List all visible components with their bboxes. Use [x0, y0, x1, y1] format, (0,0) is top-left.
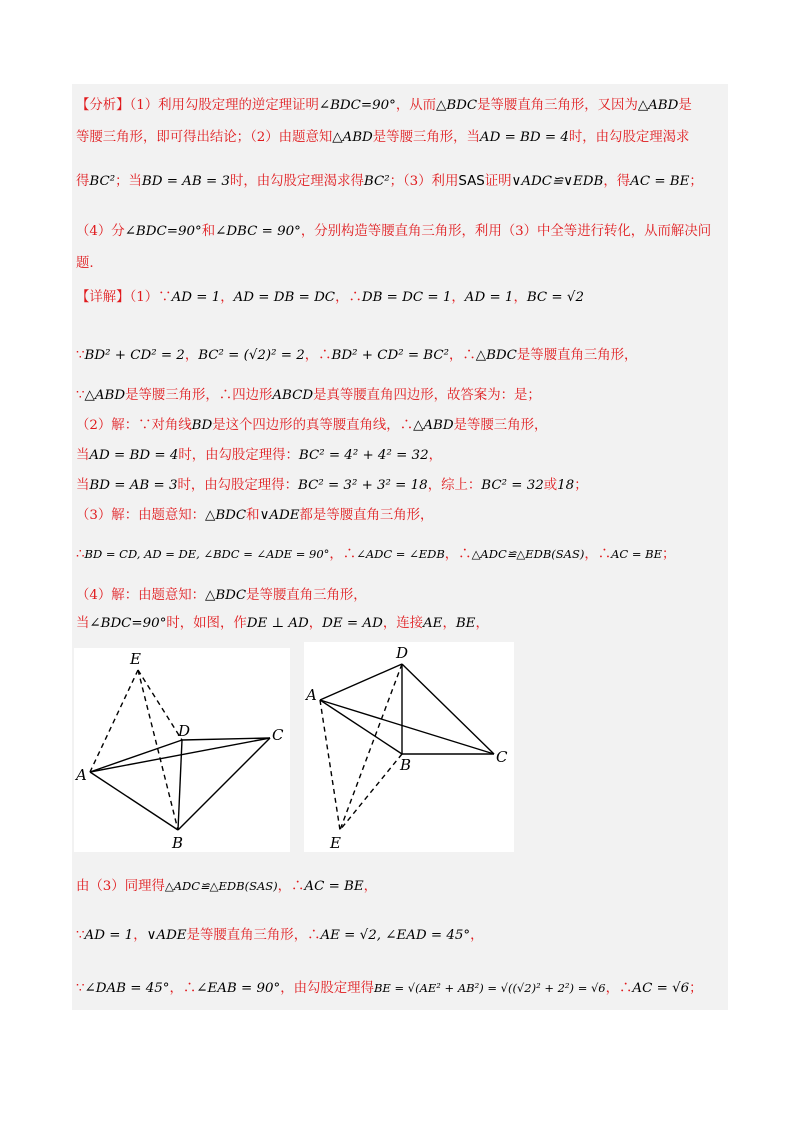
- analysis-line-5: 题.: [76, 256, 94, 271]
- detail-line-3: ∵△ABD是等腰三角形，∴四边形ABCD是真等腰直角四边形，故答案为：是；: [76, 388, 541, 403]
- analysis-line-3: 得BC²；当BD = AB = 3时，由勾股定理渴求得BC²；（3）利用SAS证明∨ADC≌∨EDB，得AC = BE；: [76, 174, 703, 189]
- fig1-segment-EB: [138, 670, 178, 830]
- fig2-segment-BE: [340, 754, 402, 830]
- analysis-line-2: 等腰三角形，即可得出结论；（2）由题意知△ABD是等腰三角形，当AD = BD = 4时，由勾股定理渴求: [76, 130, 690, 145]
- fig1-label-E: E: [130, 650, 141, 668]
- fig1-label-A: A: [76, 766, 87, 784]
- figure-2: [304, 642, 514, 852]
- fig2-segment-AD: [320, 664, 402, 700]
- detail-line-1: 【详解】（1）∵AD = 1，AD = DB = DC，∴DB = DC = 1，AD = 1，BC = √2: [76, 290, 584, 305]
- detail-tag: 【详解】: [76, 290, 130, 305]
- detail-line-10: 当∠BDC=90°时，如图，作DE ⊥ AD，DE = AD，连接AE，BE，: [76, 616, 489, 631]
- fig1-segment-AB: [90, 772, 178, 830]
- fig1-segment-EA: [90, 670, 138, 772]
- detail-line-12: ∵AD = 1，∨ADE是等腰直角三角形，∴AE = √2, ∠EAD = 45°，: [76, 928, 484, 943]
- fig1-label-D: D: [178, 722, 191, 740]
- detail-line-5: 当AD = BD = 4时，由勾股定理得：BC² = 4² + 4² = 32，: [76, 448, 442, 463]
- fig2-label-D: D: [396, 644, 409, 662]
- fig1-segment-BC: [178, 738, 270, 830]
- detail-line-7: （3）解：由题意知：△BDC和∨ADE都是等腰直角三角形，: [76, 508, 434, 523]
- figure-2-svg: [304, 642, 514, 852]
- fig1-segment-DC: [182, 738, 270, 740]
- fig1-label-B: B: [172, 834, 184, 852]
- fig2-label-E: E: [330, 834, 341, 852]
- fig1-segment-AC: [90, 738, 270, 772]
- fig1-label-C: C: [272, 726, 284, 744]
- analysis-line-1: 【分析】（1）利用勾股定理的逆定理证明∠BDC=90°，从而△BDC是等腰直角三角形，又因为△ABD是: [76, 98, 692, 113]
- fig1-segment-DB: [178, 740, 182, 830]
- fig2-segment-DE: [340, 664, 402, 830]
- detail-line-8: ∴BD = CD, AD = DE, ∠BDC = ∠ADE = 90°，∴∠ADC = ∠EDB，∴△ADC≌△EDB(SAS)，∴AC = BE；: [76, 547, 676, 562]
- analysis-tag: 【分析】: [76, 98, 130, 113]
- fig2-segment-AE: [320, 700, 340, 830]
- analysis-line-4: （4）分∠BDC=90°和∠DBC = 90°，分别构造等腰直角三角形，利用（3）中全等进行转化，从而解决问: [76, 224, 712, 239]
- fig2-segment-AB: [320, 700, 402, 754]
- fig1-segment-AD: [90, 740, 182, 772]
- detail-line-11: 由（3）同理得△ADC≌△EDB(SAS)，∴AC = BE，: [76, 879, 378, 894]
- fig2-segment-DC: [402, 664, 494, 754]
- fig2-label-B: B: [400, 756, 412, 774]
- fig1-segment-ED: [138, 670, 182, 740]
- fig2-label-C: C: [496, 748, 508, 766]
- figure-1-svg: [74, 648, 290, 852]
- detail-line-4: （2）解：∵对角线BD是这个四边形的真等腰直角线，∴△ABD是等腰三角形，: [76, 418, 548, 433]
- detail-line-13: ∵∠DAB = 45°，∴∠EAB = 90°，由勾股定理得BE = √(AE² + AB²) = √((√2)² + 2²) = √6，∴AC = √6；: [76, 981, 703, 996]
- detail-line-2: ∵BD² + CD² = 2，BC² = (√2)² = 2，∴BD² + CD² = BC²，∴△BDC是等腰直角三角形，: [76, 348, 638, 363]
- detail-line-6: 当BD = AB = 3时，由勾股定理得：BC² = 3² + 3² = 18，综上：BC² = 32或18；: [76, 478, 588, 493]
- figure-1: [74, 648, 290, 852]
- detail-line-9: （4）解：由题意知：△BDC是等腰直角三角形，: [76, 588, 367, 603]
- fig2-label-A: A: [306, 686, 317, 704]
- fig2-segment-AC: [320, 700, 494, 754]
